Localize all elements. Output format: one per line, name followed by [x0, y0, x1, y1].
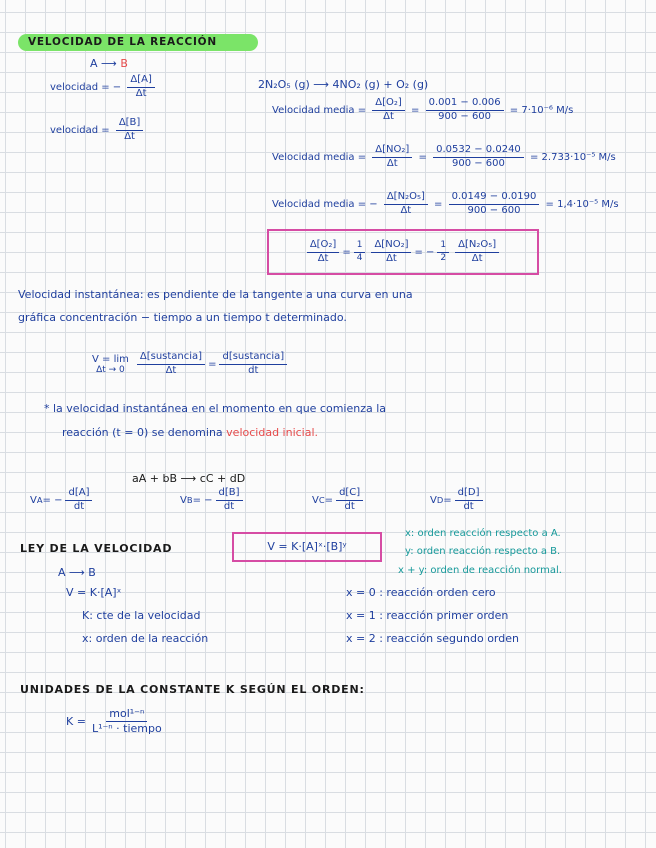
avg-rate-n2o5-num: Δ[N₂O₅]	[384, 192, 428, 205]
simple-rate-law: V = K·[A]ˣ	[66, 586, 122, 599]
avg-rate-no2-label: Velocidad media =	[272, 152, 367, 163]
rel-no2-num: Δ[NO₂]	[371, 240, 411, 253]
simple-reaction: A ⟶ B	[58, 566, 96, 579]
rel-coef-2-den: 4	[356, 252, 363, 263]
rate-relation-box	[267, 229, 539, 275]
avg-rate-n2o5-den: Δt	[400, 204, 412, 216]
rel-eq-2: = −	[414, 246, 435, 258]
arrow-icon: ⟶	[101, 57, 117, 70]
order-zero: x = 0 : reacción orden cero	[346, 586, 496, 599]
rel-o2-den: Δt	[317, 252, 329, 264]
avg-rate-o2-values: 0.001 − 0.006	[426, 98, 504, 111]
rate-d	[430, 488, 486, 512]
rate-c	[312, 488, 430, 512]
rate-a-label: V	[30, 494, 37, 506]
initial-rate-highlight: velocidad inicial.	[226, 426, 319, 439]
rate-c-den: dt	[344, 500, 355, 512]
rel-no2-den: Δt	[386, 252, 397, 264]
limit-eq: =	[208, 358, 217, 370]
rate-d-sub: D	[436, 495, 444, 505]
limit-label: V = lim	[92, 353, 129, 365]
rate-b-sub: B	[186, 495, 193, 505]
order-two: x = 2 : reacción segundo orden	[346, 632, 519, 645]
example-reaction: 2N₂O₅ (g) ⟶ 4NO₂ (g) + O₂ (g)	[258, 78, 429, 91]
rel-eq-1: =	[342, 246, 351, 258]
rate-c-sub: C	[318, 495, 325, 505]
units-formula	[66, 708, 168, 734]
note-line-2	[62, 426, 318, 439]
rate-b-den: dt	[223, 500, 235, 512]
rate-def-a-fraction	[127, 75, 154, 99]
avg-rate-n2o5-label: Velocidad media = −	[272, 199, 378, 210]
rate-def-a-label: velocidad = −	[50, 82, 122, 93]
units-den: L¹⁻ⁿ · tiempo	[91, 721, 162, 735]
avg-rate-o2-result: = 7·10⁻⁶ M/s	[509, 105, 574, 116]
note-line-1: * la velocidad instantánea en el momento en que comienza la	[44, 402, 387, 415]
general-reaction: aA + bB ⟶ cC + dD	[132, 472, 246, 485]
rate-def-a-num: Δ[A]	[127, 75, 154, 88]
product-b: B	[120, 57, 128, 70]
rate-d-den: dt	[463, 500, 474, 512]
avg-rate-o2-den: Δt	[383, 110, 394, 122]
avg-rate-o2-num: Δ[O₂]	[372, 98, 405, 111]
derivative-den: dt	[248, 364, 259, 376]
avg-rate-no2: Velocidad media = $\frac{\text{Δ[NO₂]}}{\Delta t}$ = $\frac{0.0532 - 0.0240}{900 - 600}$ = 2.733·10⁻⁵ M/s	[272, 144, 616, 169]
rate-b	[180, 488, 312, 512]
rate-law-formula: V = K·[A]ˣ·[B]ʸ	[232, 532, 382, 562]
rate-law-note-x: x: orden reacción respecto a A.	[405, 528, 561, 539]
avg-rate-n2o5: Velocidad media = − $\frac{\text{Δ[N₂O₅]}}{\Delta t}$ = $\frac{0.0149 - 0.0190}{900 - 600}$ = 1,4·10⁻⁵ M/s	[272, 191, 619, 216]
rate-d-label: V	[430, 494, 437, 506]
avg-rate-n2o5-result: = 1,4·10⁻⁵ M/s	[545, 199, 619, 210]
reactant-a: A	[90, 57, 98, 70]
rate-d-eq: =	[443, 494, 452, 506]
rel-o2-num: Δ[O₂]	[307, 240, 340, 253]
rate-def-b	[50, 118, 146, 142]
rate-def-b-num: Δ[B]	[116, 118, 144, 131]
units-title: UNIDADES DE LA CONSTANTE K SEGÚN EL ORDEN:	[20, 683, 365, 696]
limit-sub: Δt → 0	[96, 364, 125, 375]
units-num: mol¹⁻ⁿ	[106, 708, 147, 722]
avg-rate-no2-den: Δt	[386, 157, 398, 169]
page-title: VELOCIDAD DE LA REACCIÓN	[18, 34, 258, 51]
rel-n2o5-den: Δt	[471, 252, 483, 264]
rel-coef-3-num: 1	[437, 241, 449, 252]
rel-coef-2-num: 1	[354, 241, 366, 252]
definition-k: K: cte de la velocidad	[82, 609, 201, 622]
rate-b-label: V	[180, 494, 187, 506]
limit-num: Δ[sustancia]	[137, 352, 205, 365]
rate-c-num: d[C]	[336, 488, 363, 501]
rate-law-note-sum: x + y: orden de reacción normal.	[398, 565, 562, 576]
avg-rate-n2o5-values: 0.0149 − 0.0190	[449, 192, 540, 205]
limit-definition	[92, 352, 290, 376]
rate-a-sub: A	[36, 495, 43, 505]
rel-n2o5-num: Δ[N₂O₅]	[455, 240, 499, 253]
basic-reaction	[90, 57, 128, 70]
avg-rate-no2-values: 0.0532 − 0.0240	[433, 145, 524, 158]
avg-rate-no2-result: = 2.733·10⁻⁵ M/s	[529, 152, 616, 163]
rate-a-den: dt	[73, 500, 85, 512]
instant-rate-line-1: Velocidad instantánea: es pendiente de la tangente a una curva en una	[18, 288, 413, 301]
units-label: K =	[66, 714, 86, 728]
rate-c-label: V	[312, 494, 319, 506]
order-one: x = 1 : reacción primer orden	[346, 609, 509, 622]
rate-def-a-den: Δt	[135, 87, 147, 99]
rate-law-title: LEY DE LA VELOCIDAD	[20, 542, 173, 555]
avg-rate-no2-times: 900 − 600	[451, 157, 505, 169]
note-line-2-text: reacción (t = 0) se denomina	[62, 426, 223, 439]
rate-a-eq: = −	[42, 494, 63, 506]
limit-den: Δt	[165, 364, 177, 376]
rate-d-num: d[D]	[455, 488, 483, 501]
avg-rate-o2: Velocidad media = $\frac{\text{Δ[O₂]}}{\Delta t}$ = $\frac{0.001 - 0.006}{900 - 600}$ = 7·10⁻⁶ M/s	[272, 97, 574, 122]
avg-rate-n2o5-times: 900 − 600	[467, 204, 521, 216]
rate-b-eq: = −	[192, 494, 213, 506]
rate-a-num: d[A]	[65, 488, 92, 501]
definition-x: x: orden de la reacción	[82, 632, 209, 645]
rate-c-eq: =	[324, 494, 334, 506]
avg-rate-o2-label: Velocidad media =	[272, 105, 367, 116]
instant-rate-line-2: gráfica concentración − tiempo a un tiempo t determinado.	[18, 311, 347, 324]
rates-row	[30, 488, 486, 512]
derivative-num: d[sustancia]	[219, 352, 287, 365]
avg-rate-no2-num: Δ[NO₂]	[372, 145, 412, 158]
rate-def-b-label: velocidad =	[50, 125, 110, 136]
rate-def-a	[50, 75, 158, 99]
rate-law-note-y: y: orden reacción respecto a B.	[405, 546, 561, 557]
rel-coef-3-den: 2	[440, 252, 447, 263]
rate-a	[30, 488, 180, 512]
rate-b-num: d[B]	[216, 488, 243, 501]
rate-def-b-den: Δt	[124, 130, 135, 142]
rate-def-b-fraction	[116, 118, 144, 142]
avg-rate-o2-times: 900 − 600	[438, 110, 492, 122]
